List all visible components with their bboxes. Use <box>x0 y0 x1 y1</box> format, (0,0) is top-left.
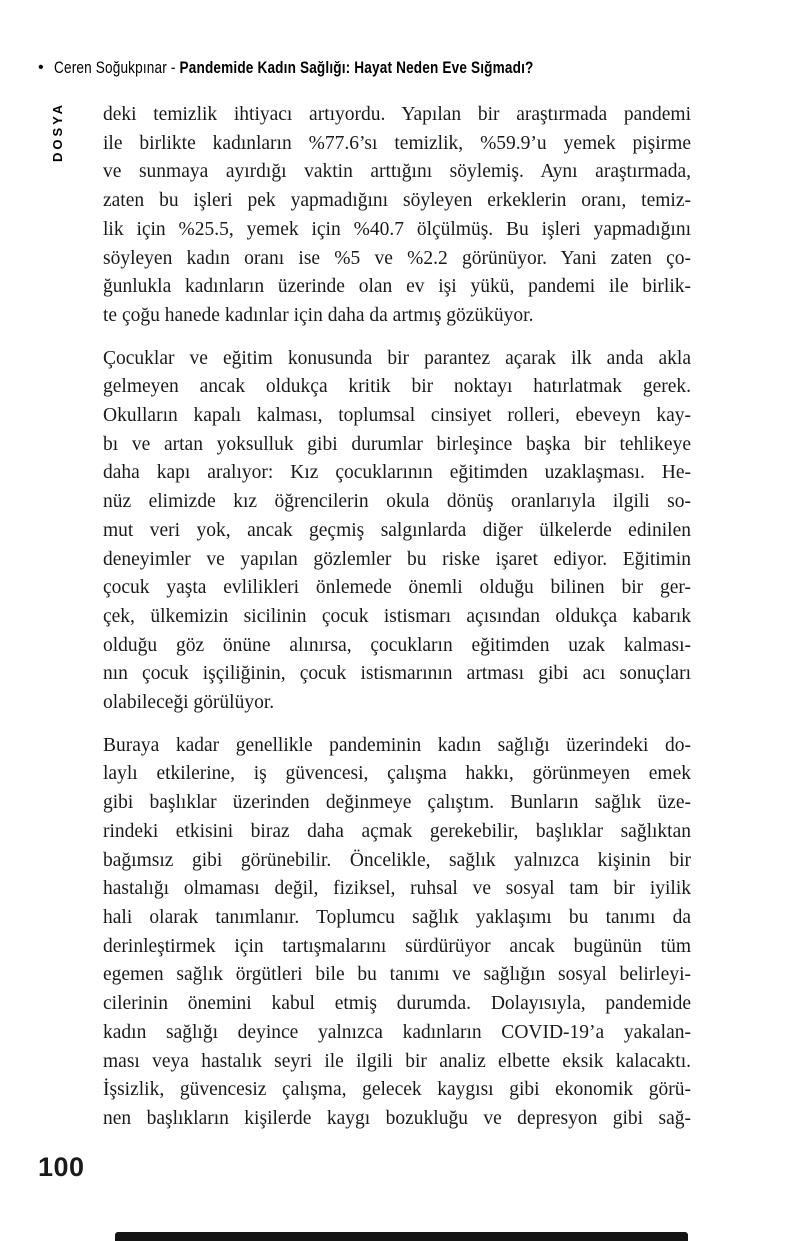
body-text-line: nüz elimizde kız öğrencilerin okula dönüş oranlarıyla ilgili so- <box>103 491 691 513</box>
body-text-line: te çoğu hanede kadınlar için daha da artmış gözüküyor. <box>103 304 534 326</box>
author-name: Ceren Soğukpınar <box>53 58 167 77</box>
body-text-line: bağımsız gibi görünebilir. Öncelikle, sağlık yalnızca kişinin bir <box>103 849 691 871</box>
body-text-line: Okulların kapalı kalması, toplumsal cinsiyet rolleri, ebeveyn kay- <box>103 405 691 427</box>
body-paragraph <box>103 101 691 331</box>
body-text-line: deneyimler ve yapılan gözlemler bu riske işaret ediyor. Eğitimin <box>103 548 691 570</box>
article-title: Pandemide Kadın Sağlığı: Hayat Neden Eve Sığmadı? <box>179 58 534 77</box>
body-text-line: çek, ülkemizin sicilinin çocuk istismarı açısından oldukça kabarık <box>103 605 691 627</box>
body-text-line: rindeki etkisini biraz daha açmak gerekebilir, başlıklar sağlıktan <box>103 820 691 842</box>
body-text-line: laylı etkilerine, iş güvencesi, çalışma hakkı, görünmeyen emek <box>103 763 691 785</box>
body-text-line: mut veri yok, ancak geçmiş salgınlarda diğer ülkelerde edinilen <box>103 519 691 541</box>
body-text-line: olduğu göz önüne alınırsa, çocukların eğitimden uzak kalması- <box>103 634 691 656</box>
body-text-line: hastalığı olmaması değil, fiziksel, ruhsal ve sosyal tam bir iyilik <box>103 878 691 900</box>
body-text-line: bı ve artan yoksulluk gibi durumlar birleşince başka bir tehlikeye <box>103 433 691 455</box>
body-text <box>103 101 691 1148</box>
bullet-icon: • <box>38 59 44 76</box>
section-label-dosya: DOSYA <box>50 101 65 162</box>
body-text-line: Buraya kadar genellikle pandeminin kadın sağlığı üzerindeki do- <box>103 734 691 756</box>
body-text-line: olabileceği görülüyor. <box>103 692 275 714</box>
body-text-line: nın çocuk işçiliğinin, çocuk istismarının artması gibi acı sonuçları <box>103 663 691 685</box>
body-text-line: hali olarak tanımlanır. Toplumcu sağlık yaklaşımı bu tanımı da <box>103 906 691 928</box>
body-text-line: ğunlukla kadınların üzerinde olan ev işi yükü, pandemi ile birlik- <box>103 276 691 298</box>
body-text-line: egemen sağlık örgütleri bile bu tanımı ve sağlığın sosyal belirleyi- <box>103 964 691 986</box>
body-text-line: kadın sağlığı deyince yalnızca kadınların COVID-19’a yakalan- <box>103 1021 691 1043</box>
body-text-line: cilerinin önemini kabul etmiş durumda. Dolayısıyla, pandemide <box>103 993 691 1015</box>
body-text-line: ması veya hastalık seyri ile ilgili bir analiz elbette eksik kalacaktı. <box>103 1050 691 1072</box>
body-text-line: gibi başlıklar üzerinden değinmeye çalıştım. Bunların sağlık üze- <box>103 792 691 814</box>
body-text-line: söyleyen kadın oranı ise %5 ve %2.2 görünüyor. Yani zaten ço- <box>103 247 691 269</box>
body-text-line: çocuk yaşta evlilikleri önlemede önemli olduğu bilinen bir ger- <box>103 577 691 599</box>
body-text-line: nen başlıkların kişilerde kaygı bozukluğu ve depresyon gibi sağ- <box>103 1107 691 1129</box>
body-text-line: gelmeyen ancak oldukça kritik bir noktayı hatırlatmak gerek. <box>103 376 691 398</box>
body-text-line: daha kapı aralıyor: Kız çocuklarının eğitimden uzaklaşması. He- <box>103 462 691 484</box>
body-text-line: deki temizlik ihtiyacı artıyordu. Yapılan bir araştırmada pandemi <box>103 104 691 125</box>
body-text-line: ile birlikte kadınların %77.6’sı temizlik, %59.9’u yemek pişirme <box>103 132 691 154</box>
body-paragraph <box>103 732 691 1134</box>
bottom-rule-bar <box>115 1232 688 1241</box>
body-text-line: zaten bu işleri pek yapmadığını söyleyen erkeklerin oranı, temiz- <box>103 190 691 212</box>
body-text-line: lik için %25.5, yemek için %40.7 ölçülmüş. Bu işleri yapmadığını <box>103 218 691 240</box>
body-text-line: derinleştirmek için tartışmalarını sürdürüyor ancak bugünün tüm <box>103 935 691 957</box>
body-text-line: İşsizlik, güvencesiz çalışma, gelecek kaygısı gibi ekonomik görü- <box>103 1079 691 1101</box>
page-number: 100 <box>38 1152 85 1182</box>
running-header <box>38 58 653 78</box>
running-header-text <box>54 58 534 78</box>
body-paragraph <box>103 345 691 718</box>
body-text-line: Çocuklar ve eğitim konusunda bir parantez açarak ilk anda akla <box>103 347 691 369</box>
header-separator: - <box>166 58 180 77</box>
body-text-line: ve sunmaya ayırdığı vaktin arttığını söylemiş. Aynı araştırmada, <box>103 161 691 183</box>
